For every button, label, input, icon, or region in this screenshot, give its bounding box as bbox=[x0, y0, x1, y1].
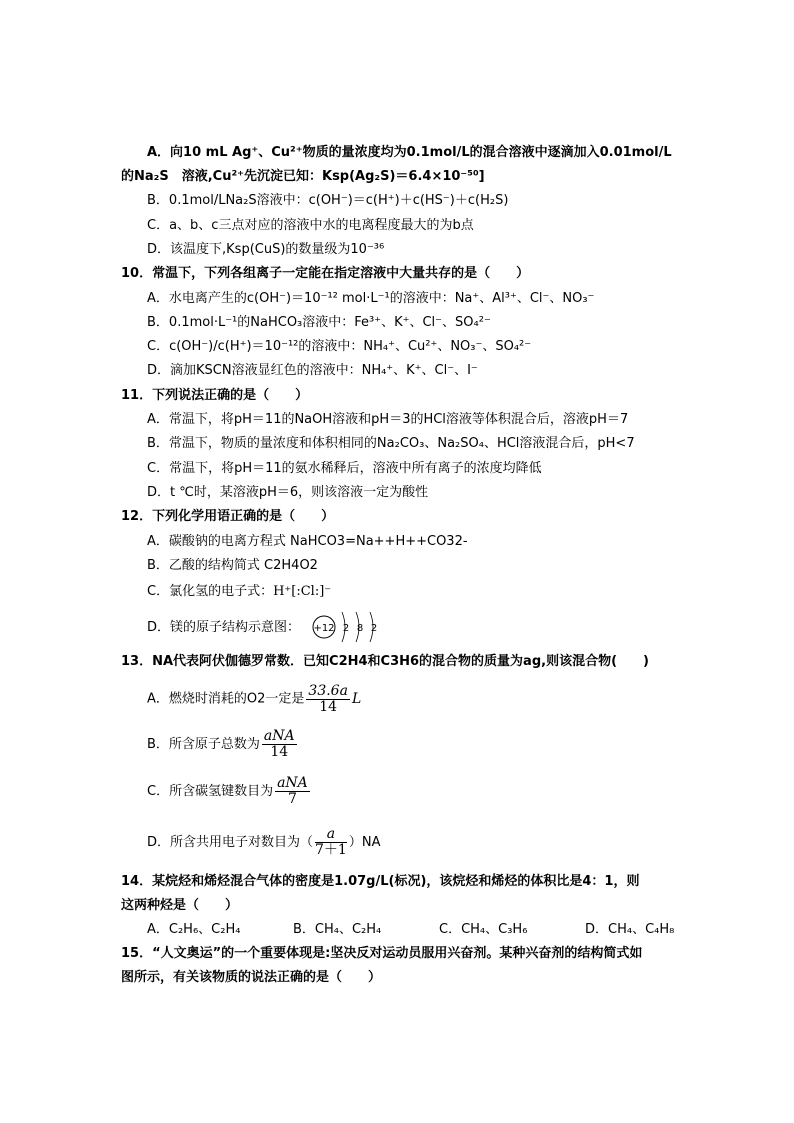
q13-option-a bbox=[147, 682, 361, 717]
q12-stem: 12．下列化学用语正确的是（ ） bbox=[121, 509, 335, 524]
q9-option-a-line2: 的Na₂S 溶液,Cu²⁺先沉淀已知：Ksp(Ag₂S)＝6.4×10⁻⁵⁰] bbox=[121, 169, 485, 184]
q13-option-d bbox=[147, 826, 380, 860]
q14-option-b: B．CH₄、C₂H₄ bbox=[293, 922, 382, 937]
q14-option-c: C．CH₄、C₃H₆ bbox=[439, 922, 528, 937]
q14-option-a: A．C₂H₆、C₂H₄ bbox=[147, 922, 241, 937]
q13-a-fraction bbox=[306, 684, 350, 715]
q13-b-fraction bbox=[262, 729, 297, 760]
q9-option-b: B．0.1mol/LNa₂S溶液中：c(OH⁻)＝c(H⁺)＋c(HS⁻)＋c(H₂S) bbox=[147, 193, 509, 208]
q12-option-b: B．乙酸的结构简式 C2H4O2 bbox=[147, 558, 318, 573]
q13-option-d-text: D．所含共用电子对数目为（ bbox=[147, 835, 314, 850]
shell-electrons-3: 2 bbox=[370, 623, 378, 634]
q13-option-c-text: C．所含碳氢键数目为 bbox=[147, 784, 274, 799]
q13-c-denominator: 7 bbox=[287, 791, 297, 807]
q13-option-b bbox=[147, 728, 299, 762]
q10-option-b: B．0.1mol·L⁻¹的NaHCO₃溶液中：Fe³⁺、K⁺、Cl⁻、SO₄²⁻ bbox=[147, 315, 491, 330]
mg-atom-structure-diagram bbox=[310, 606, 382, 648]
q13-option-b-text: B．所含原子总数为 bbox=[147, 737, 260, 752]
q11-option-a: A．常温下，将pH＝11的NaOH溶液和pH＝3的HCl溶液等体积混合后，溶液pH＝7 bbox=[147, 412, 629, 427]
q11-option-d: D．t ℃时，某溶液pH＝6，则该溶液一定为酸性 bbox=[147, 485, 429, 500]
q12-option-d-text: D．镁的原子结构示意图： bbox=[147, 620, 301, 635]
q9-option-a-line1: A．向10 mL Ag⁺、Cu²⁺物质的量浓度均为0.1mol/L的混合溶液中逐滴加入0.01mol/L bbox=[147, 145, 672, 160]
shell-electrons-1: 2 bbox=[342, 623, 350, 634]
q13-d-denominator: 7＋1 bbox=[315, 842, 347, 858]
q13-a-numerator: 33.6a bbox=[308, 682, 348, 699]
q14-option-d: D．CH₄、C₄H₈ bbox=[585, 922, 675, 937]
q13-d-numerator: a bbox=[315, 827, 347, 843]
q12-option-c bbox=[147, 584, 331, 600]
q13-c-numerator: aNA bbox=[277, 775, 308, 791]
q11-option-b: B．常温下，物质的量浓度和体积相同的Na₂CO₃、Na₂SO₄、HCl溶液混合后，pH<7 bbox=[147, 436, 635, 451]
q10-option-d: D．滴加KSCN溶液显红色的溶液中：NH₄⁺、K⁺、Cl⁻、I⁻ bbox=[147, 363, 478, 378]
q13-b-denominator: 14 bbox=[270, 744, 289, 760]
q12-option-d bbox=[147, 620, 300, 636]
q13-option-a-text: A．燃烧时消耗的O2一定是 bbox=[147, 691, 305, 707]
q15-stem-line1: 15．“人文奥运”的一个重要体现是:坚决反对运动员服用兴奋剂。某种兴奋剂的结构简式如 bbox=[121, 946, 643, 961]
q14-options-row bbox=[147, 922, 731, 938]
q13-a-denominator: 14 bbox=[319, 698, 338, 715]
q13-d-fraction bbox=[315, 827, 347, 858]
nucleus-charge: +12 bbox=[313, 623, 335, 634]
q14-stem-line1: 14．某烷烃和烯烃混合气体的密度是1.07g/L(标况)，该烷烃和烯烃的体积比是4：1，则 bbox=[121, 874, 640, 889]
q12-option-c-text: C．氯化氢的电子式： bbox=[147, 584, 274, 599]
q13-option-c bbox=[147, 775, 312, 809]
q13-option-d-tail: ）NA bbox=[348, 835, 381, 850]
q10-option-c: C．c(OH⁻)/c(H⁺)＝10⁻¹²的溶液中：NH₄⁺、Cu²⁺、NO₃⁻、SO₄²⁻ bbox=[147, 339, 532, 354]
q10-stem: 10．常温下，下列各组离子一定能在指定溶液中大量共存的是（ ） bbox=[121, 266, 530, 281]
q11-stem: 11．下列说法正确的是（ ） bbox=[121, 388, 309, 403]
q9-option-d: D．该温度下,Ksp(CuS)的数量级为10⁻³⁶ bbox=[147, 242, 385, 257]
q13-c-fraction bbox=[275, 776, 310, 807]
q13-b-numerator: aNA bbox=[263, 728, 295, 744]
q9-option-c: C．a、b、c三点对应的溶液中水的电离程度最大的为b点 bbox=[147, 218, 474, 233]
q13-stem: 13．NA代表阿伏伽德罗常数．已知C2H4和C3H6的混合物的质量为ag,则该混合物( ) bbox=[121, 654, 649, 669]
q13-a-unit: L bbox=[351, 691, 362, 707]
q10-option-a: A．水电离产生的c(OH⁻)＝10⁻¹² mol·L⁻¹的溶液中：Na⁺、Al³⁺、Cl⁻、NO₃⁻ bbox=[147, 291, 595, 306]
q12-option-a: A．碳酸钠的电离方程式 NaHCO3=Na++H++CO32- bbox=[147, 534, 468, 549]
q11-option-c: C．常温下，将pH＝11的氨水稀释后，溶液中所有离子的浓度均降低 bbox=[147, 461, 542, 476]
hcl-electron-formula: H⁺[:Cl:]⁻ bbox=[273, 584, 332, 599]
q14-stem-line2: 这两种烃是（ ） bbox=[121, 898, 239, 913]
shell-electrons-2: 8 bbox=[356, 623, 364, 634]
q15-stem-line2: 图所示，有关该物质的说法正确的是（ ） bbox=[121, 970, 382, 985]
